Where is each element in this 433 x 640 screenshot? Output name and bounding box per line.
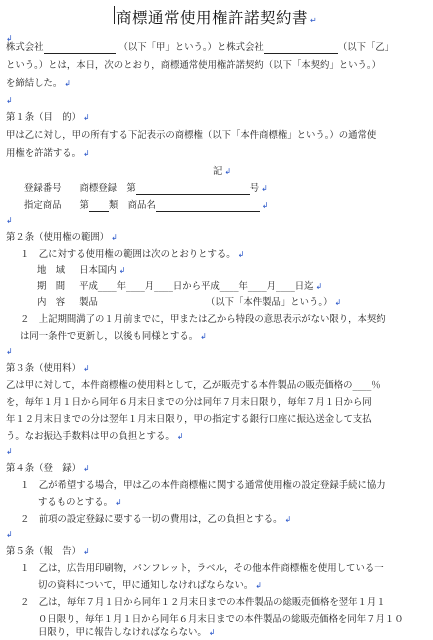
paragraph-mark-icon: ↲: [6, 347, 13, 356]
body-text: ２ 乙は，毎年７月１日から同年１２月末日までの本件製品の総販売価格を翌年１月１: [20, 597, 386, 608]
heading-text: 第１条（目 的）: [6, 112, 82, 123]
paragraph-mark-icon: ↲: [118, 266, 126, 275]
intro-text: （以下「甲」という。）と株式会社: [118, 42, 264, 53]
label-text: 地 域: [37, 265, 66, 276]
article-5-para-1a: [20, 563, 384, 575]
paragraph-mark-icon: ↲: [200, 332, 207, 341]
heading-text: 第２条（使用権の範囲）: [6, 232, 110, 243]
scope-area-row: [37, 265, 125, 277]
value-text: （以下「本件製品」という。）: [205, 297, 333, 308]
heading-text: 第４条（登 録）: [6, 463, 82, 474]
body-text: １ 乙が希望する場合，甲は乙の本件商標権に関する通常使用権の設定登録手続に協力: [20, 480, 386, 491]
intro-text: （以下「乙」: [337, 42, 395, 53]
article-5-para-1b: [20, 580, 262, 592]
article-5-para-2a: [20, 597, 386, 609]
paragraph-mark-icon: ↲: [83, 149, 90, 158]
body-text: 甲は乙に対し，甲の所有する下記表示の商標権（以下「本件商標権」という。）の通常使: [6, 130, 377, 141]
scope-content-row: [37, 297, 341, 309]
body-text: ０日限り，毎年１月１日から同年６月末日までの本件製品の総販売価格を同年７月１０: [38, 614, 404, 625]
article-2-heading: [6, 232, 118, 244]
text-cursor: [114, 6, 115, 24]
paragraph-mark-icon: ↲: [6, 530, 13, 539]
body-text: するものとする。: [38, 497, 114, 508]
article-1-heading: [6, 112, 90, 124]
body-text: う。なお振込手数料は甲の負担とする。: [6, 431, 175, 442]
intro-text: を締結した。: [6, 78, 63, 89]
article-5-heading: [6, 546, 90, 558]
article-2-para-2b: [20, 331, 207, 343]
paragraph-mark-icon: ↲: [261, 201, 269, 210]
designated-goods-row: [24, 200, 269, 212]
article-3-line-2: [6, 397, 372, 409]
article-2-para-1: [20, 249, 244, 261]
paragraph-mark-icon: ↲: [255, 581, 262, 590]
blank-class: [89, 211, 109, 212]
paragraph-mark-icon: ↲: [284, 515, 292, 524]
article-1-line-2: [6, 148, 90, 160]
body-text: １ 乙に対する使用権の範囲は次のとおりとする。: [20, 249, 236, 260]
label-text: 期 間: [37, 281, 66, 292]
article-5-para-2c: [20, 627, 215, 639]
article-2-para-2a: [20, 314, 386, 326]
paragraph-mark-icon: ↲: [315, 282, 323, 291]
value-text: 製品: [79, 297, 98, 308]
article-4-para-1b: [20, 497, 122, 509]
body-text: ２ 上記期間満了の１月前までに，甲または乙から特段の意思表示がない限り，本契約: [20, 314, 386, 325]
article-5-para-2b: [20, 614, 404, 626]
label-text: 号: [249, 183, 260, 194]
paragraph-mark-icon: ↲: [334, 298, 342, 307]
value-text: 平成____年____月____日から平成____年____月____日迄: [79, 281, 314, 292]
intro-line-1: [6, 42, 394, 54]
paragraph-mark-icon: ↲: [237, 250, 245, 259]
title-text: 商標通常使用権許諾契約書: [116, 9, 309, 27]
body-text: ２ 前項の設定登録に要する一切の費用は，乙の負担とする。: [20, 514, 283, 525]
article-4-heading: [6, 463, 90, 475]
paragraph-mark-icon: ↲: [83, 547, 90, 556]
article-4-para-2: [20, 514, 291, 526]
article-3-line-1: [6, 380, 381, 392]
intro-text: 株式会社: [6, 42, 44, 53]
paragraph-mark-icon: ↲: [208, 628, 216, 637]
registration-number-row: [24, 183, 268, 195]
article-4-para-1a: [20, 480, 386, 492]
intro-line-2: [6, 60, 381, 72]
body-text: 乙は甲に対して，本件商標権の使用料として，乙が販売する本件製品の販売価格の____％: [6, 380, 381, 391]
label-text: 指定商品: [24, 200, 62, 211]
paragraph-mark-icon: ↲: [6, 447, 13, 456]
paragraph-mark-icon: ↲: [261, 184, 268, 193]
paragraph-mark-icon: ↲: [6, 96, 13, 105]
paragraph-mark-icon: ↲: [64, 79, 71, 88]
article-3-line-4: [6, 431, 183, 443]
paragraph-mark-icon: ↲: [224, 167, 232, 176]
paragraph-mark-icon: ↲: [6, 216, 13, 225]
value-text: 日本国内: [79, 265, 117, 276]
article-1-line-1: [6, 130, 376, 142]
label-text: 第: [79, 200, 89, 211]
paragraph-mark-icon: ↲: [83, 113, 90, 122]
paragraph-mark-icon: ↲: [115, 498, 122, 507]
intro-line-3: [6, 78, 71, 90]
blank-registration-number: [136, 194, 250, 195]
label-text: 商標登録 第: [79, 183, 136, 194]
blank-company-a: [44, 53, 116, 54]
body-text: 日限り，甲に報告しなければならない。: [38, 627, 207, 638]
ki-text: 記: [213, 166, 223, 177]
heading-text: 第３条（使用料）: [6, 363, 82, 374]
paragraph-mark-icon: ↵: [310, 16, 318, 25]
body-text: 切の資料について，甲に通知しなければならない。: [38, 580, 254, 591]
paragraph-mark-icon: ↲: [83, 464, 90, 473]
intro-text: という。）とは，本日，次のとおり，商標通常使用権許諾契約（以下「本契約」という。）: [6, 60, 381, 71]
body-text: １ 乙は，広告用印刷物，パンフレット，ラベル，その他本件商標権を使用している一: [20, 563, 384, 574]
article-3-heading: [6, 363, 90, 375]
blank-company-b: [264, 53, 338, 54]
heading-text: 第５条（報 告）: [6, 546, 82, 557]
paragraph-mark-icon: ↲: [83, 364, 90, 373]
body-text: 用権を許諾する。: [6, 148, 82, 159]
label-text: 登録番号: [24, 183, 62, 194]
paragraph-mark-icon: ↲: [6, 34, 13, 43]
label-text: 類 商品名: [108, 200, 156, 211]
body-text: を，毎年１月１日から同年６月末日までの分は同年７月末日限り，毎年７月１日から同: [6, 397, 372, 408]
label-text: 内 容: [37, 297, 66, 308]
scope-period-row: [37, 281, 322, 293]
paragraph-mark-icon: ↲: [176, 432, 184, 441]
ki-label: [213, 166, 231, 178]
body-text: 年１２月末日までの分は翌年１月末日限り，甲の指定する銀行口座に振込送金して支払: [6, 414, 372, 425]
body-text: は同一条件で更新し，以後も同様とする。: [20, 331, 199, 342]
paragraph-mark-icon: ↲: [111, 233, 118, 242]
document-title: [116, 6, 317, 28]
article-3-line-3: [6, 414, 372, 426]
blank-goods-name: [156, 211, 260, 212]
